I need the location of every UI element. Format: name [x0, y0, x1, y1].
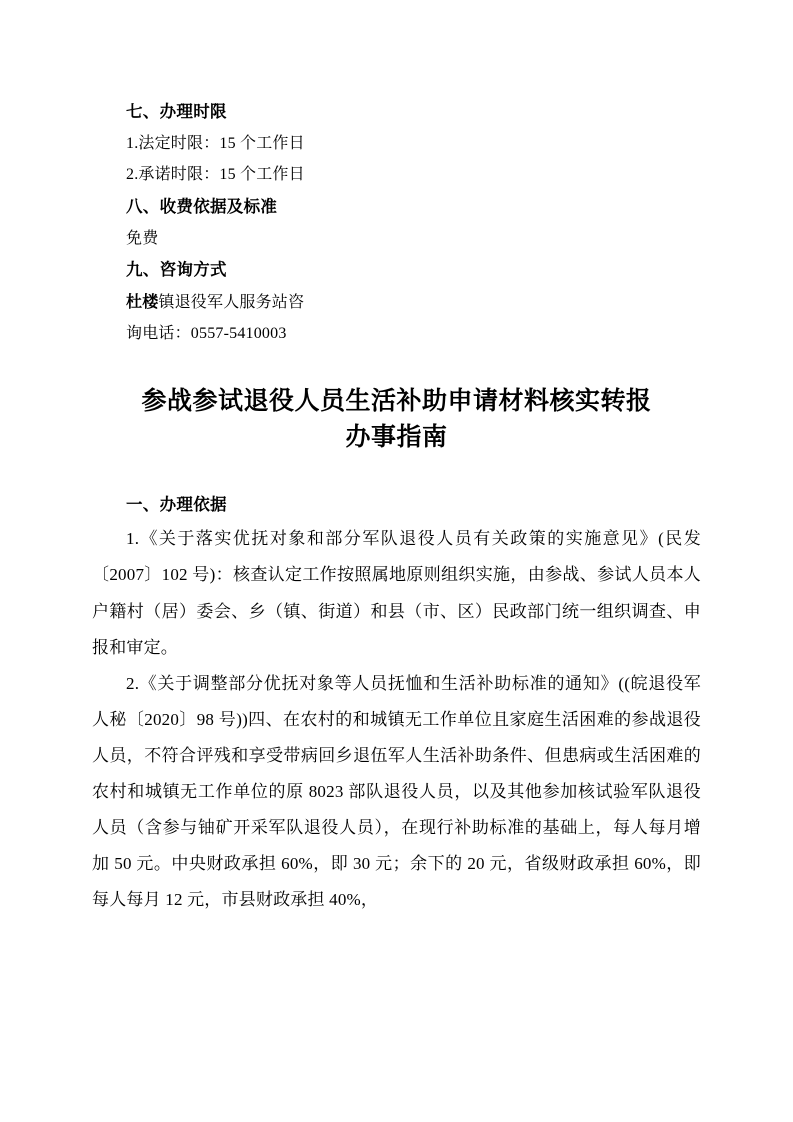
page-title-line-2: 办事指南 — [345, 421, 448, 451]
heading-section-nine: 九、咨询方式 — [126, 259, 227, 279]
heading-section-seven: 七、办理时限 — [126, 102, 227, 121]
consultation-phone-line: 询电话：0557-5410003 — [126, 325, 287, 343]
basis-paragraph-2: 2.《关于调整部分优抚对象等人员抚恤和生活补助标准的通知》((皖退役军人秘〔2020〕98 号))四、在农村的和城镇无工作单位且家庭生活困难的参战退役人员，不符合评残和享受带病回乡退伍军人生活补助条件、但患病或生活困难的农村和城镇无工作单位的原 8023 部队退役人员，以及其他参加核试验军队退役人员（含参与铀矿开采军队退役人员），在现行补助标准的基础上，每人每月增加 50 元。中央财政承担 60%，即 30 元；余下的 20 元，省级财政承担 60%，即每人每月 12 元，市县财政承担 40%， — [92, 673, 701, 909]
legal-time-limit-line: 1.法定时限：15 个工作日 — [126, 135, 305, 153]
page-title-line-1: 参战参试退役人员生活补助申请材料核实转报 — [141, 386, 652, 416]
heading-section-eight: 八、收费依据及标准 — [126, 196, 278, 216]
heading-section-one: 一、办理依据 — [126, 495, 227, 515]
basis-paragraph-1: 1.《关于落实优抚对象和部分军队退役人员有关政策的实施意见》(民发〔2007〕102 号)：核查认定工作按照属地原则组织实施，由参战、参试人员本人户籍村（居）委会、乡（镇、街道）和县（市、区）民政部门统一组织调查、申报和审定。 — [92, 529, 701, 657]
fee-standard-value: 免费 — [126, 229, 159, 247]
service-station-text: 镇退役军人服务站咨 — [158, 294, 305, 312]
title-spacer — [92, 454, 701, 488]
consultation-office-line — [92, 286, 701, 318]
page-title — [92, 383, 701, 454]
town-name-bold: 杜楼 — [126, 292, 159, 312]
promised-time-limit-line: 2.承诺时限：15 个工作日 — [126, 166, 305, 184]
document-body — [92, 96, 701, 918]
